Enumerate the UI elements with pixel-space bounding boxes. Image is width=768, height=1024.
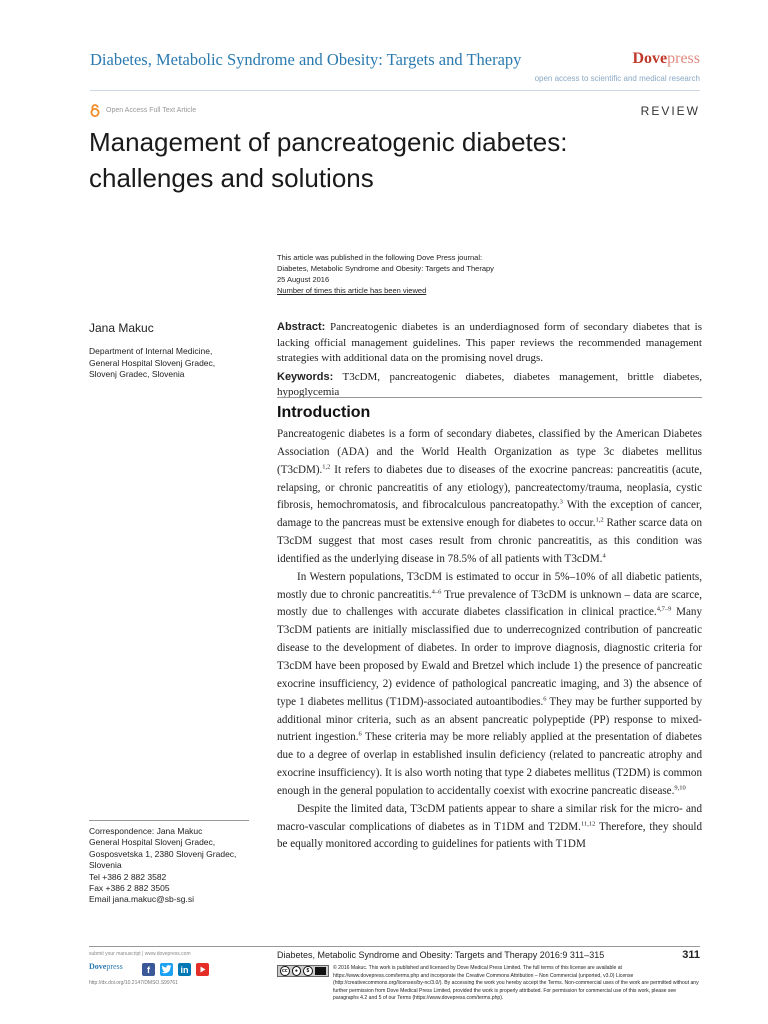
text-span: Therefore, they should be equally monitored according to guidelines for patients with T1DM (277, 820, 702, 851)
citation-ref: 6 (358, 730, 362, 738)
title-line-1: Management of pancreatogenic diabetes: (89, 127, 568, 157)
social-links (142, 963, 209, 976)
correspondence-tel: Tel +386 2 882 3582 (89, 871, 167, 882)
article-title (89, 124, 649, 196)
keywords-label: Keywords: (277, 370, 334, 383)
text-span: They may be further supported by additional minor criteria, such as an absent pancreatic polypeptide (PP) response to mixed-nutrient ingestion. (277, 695, 702, 744)
views-link[interactable]: Number of times this article has been viewed (277, 286, 427, 295)
paragraph-2 (277, 569, 702, 801)
license-label-block (315, 967, 326, 975)
citation-ref: 4,7–9 (656, 605, 672, 613)
publisher-logo-light: press (667, 50, 700, 67)
cc-icon: cc (282, 968, 288, 974)
submit-manuscript-link[interactable]: submit your manuscript | www.dovepress.com (89, 951, 191, 957)
correspondence-line-2: General Hospital Slovenj Gradec, (89, 837, 216, 848)
creative-commons-badge[interactable] (277, 965, 329, 977)
open-access-icon (89, 104, 101, 117)
citation-ref: 1,2 (595, 516, 604, 524)
abstract (277, 320, 702, 401)
body-text (277, 426, 702, 854)
correspondence-email[interactable]: Email jana.makuc@sb-sg.si (89, 894, 194, 905)
keywords-text: T3cDM, pancreatogenic diabetes, diabetes management, brittle diabetes, hypoglycemia (277, 370, 702, 398)
citation-ref: 1,2 (322, 463, 331, 470)
text-span: Many T3cDM patients are initially misclassified due to underrecognized contribution of pancreatic disease to the development of diabetes. In order to improve diagnosis, diagnostic criteria for T3cDM have been proposed by Ewald and Bretzel which include 1) the presence of pancreatic exocrine insufficiency, 2) evidence of pathological pancreatic imaging, and 3) the absence of type 1 diabetes mellitus (T1DM)-associated autoantibodies. (277, 606, 702, 708)
attribution-icon: ● (292, 966, 302, 976)
journal-name: Diabetes, Metabolic Syndrome and Obesity: Targets and Therapy (90, 50, 522, 69)
twitter-icon[interactable] (160, 963, 173, 976)
title-line-2: challenges and solutions (89, 163, 374, 193)
pubinfo-date: 25 August 2016 (277, 275, 330, 284)
citation-ref: 11,12 (580, 819, 596, 827)
correspondence-divider (89, 820, 249, 821)
pubinfo-journal: Diabetes, Metabolic Syndrome and Obesity: Targets and Therapy (277, 264, 494, 273)
footer-divider (89, 946, 700, 947)
affiliation-line-2: General Hospital Slovenj Gradec, (89, 357, 216, 368)
citation-ref: 9,10 (674, 784, 686, 792)
publisher-logo[interactable] (632, 50, 700, 68)
abstract-label: Abstract: (277, 321, 326, 333)
license-text: © 2016 Makuc. This work is published and licensed by Dove Medical Press Limited. The full terms of this license are available at https://www.dovepress.com/terms.php and incorporate the Creative Commons Attribution – Non Commercial (unported, v3.0) License (http://creativecommons.org/licenses/by-nc/3.0/). By accessing the work you hereby accept the Terms. Non-commercial uses of the work are permitted without any further permission from Dove Medical Press Limited, provided the work is properly attributed. For permission for commercial use of this work, please see paragraphs 4.2 and 5 of our Terms (https://www.dovepress.com/terms.php). (333, 965, 699, 1002)
introduction-heading: Introduction (277, 404, 371, 421)
text-span: Rather scarce data on T3cDM suggest that most cases result from chronic pancreatitis, as this condition was identified as the underlying disease in 78.5% of all patients with T3cDM. (277, 517, 702, 565)
page-number: 311 (682, 949, 700, 961)
journal-citation: Diabetes, Metabolic Syndrome and Obesity: Targets and Therapy 2016:9 311–315 (277, 950, 605, 960)
citation-ref: 4–6 (431, 587, 442, 595)
footer-logo-light: press (106, 962, 123, 971)
open-access-text: Open Access Full Text Article (106, 107, 197, 114)
text-span: Despite the limited data, T3cDM patients appear to share a similar risk for the micro- and macro-vascular complications of diabetes as in T1DM and T2DM. (277, 802, 702, 833)
text-span: With the exception of cancer, damage to the pancreas must be extensive enough for diabetes to occur. (277, 499, 703, 530)
publisher-tagline: open access to scientific and medical research (534, 74, 700, 83)
text-span: In Western populations, T3cDM is estimated to occur in 5%–10% of all diabetic patients, mostly due to chronic pancreatitis. (277, 570, 702, 601)
affiliation-line-3: Slovenj Gradec, Slovenia (89, 369, 185, 379)
author-name: Jana Makuc (89, 321, 154, 335)
abstract-text: Pancreatogenic diabetes is an underdiagnosed form of secondary diabetes that is lacking official management guidelines. This paper reviews the recommended management strategies with additional data on the promising novel drugs. (277, 321, 703, 364)
section-divider (277, 397, 702, 398)
correspondence-fax: Fax +386 2 882 3505 (89, 883, 170, 894)
correspondence-line-1: Correspondence: Jana Makuc (89, 826, 203, 836)
citation-ref: 6 (543, 694, 547, 702)
paragraph-1 (277, 426, 702, 569)
text-span: It refers to diabetes due to diseases of the exocrine pancreas: pancreatitis (acute, relapsing, or chronic pancreatitis of any etiology), pancreatectomy/trauma, neoplasia, cystic fibrosis, hemochromatosis, and fibrocalculous pancreatopathy. (277, 463, 702, 512)
youtube-icon[interactable] (196, 963, 209, 976)
correspondence-line-4: Slovenia (89, 860, 122, 871)
publication-info (277, 252, 494, 296)
footer-dovepress-logo[interactable] (89, 962, 123, 971)
citation-ref: 4 (602, 552, 606, 560)
non-commercial-icon: $ (303, 966, 313, 976)
citation-ref: 3 (559, 498, 563, 506)
article-type: REVIEW (640, 104, 700, 118)
paragraph-3 (277, 801, 702, 855)
correspondence-block (89, 826, 254, 906)
linkedin-icon[interactable]: in (178, 963, 191, 976)
footer-logo-bold: Dove (89, 962, 107, 971)
facebook-icon[interactable]: f (142, 963, 155, 976)
correspondence-line-3: Gosposvetska 1, 2380 Slovenj Gradec, (89, 848, 237, 859)
text-span: Pancreatogenic diabetes is a form of secondary diabetes, classified by the American Diabetes Association (ADA) and the World Health Organization as type 3c diabetes mellitus (T3cDM). (277, 428, 702, 476)
pubinfo-line-1: This article was published in the following Dove Press journal: (277, 253, 483, 262)
text-span: These criteria may be more reliably applied at the presentation of diabetes due to a degree of overlap in established insulin deficiency (related to pancreatic atrophy and exocrine insufficiency). It is also worth noting that type 2 diabetes mellitus (T2DM) is common enough in the general population to accidentally coexist with exocrine pancreatic disease. (277, 731, 702, 797)
affiliation-line-1: Department of Internal Medicine, (89, 346, 213, 356)
header-divider (90, 90, 700, 91)
author-affiliation (89, 346, 249, 381)
doi-link[interactable]: http://dx.doi.org/10.2147/DMSO.S99761 (89, 980, 178, 986)
open-access-label (89, 104, 196, 117)
text-span: True prevalence of T3cDM is unknown – data are scarce, mostly due to challenges with accurate diabetes classification in clinical practice. (277, 588, 702, 619)
publisher-logo-bold: Dove (632, 50, 668, 67)
